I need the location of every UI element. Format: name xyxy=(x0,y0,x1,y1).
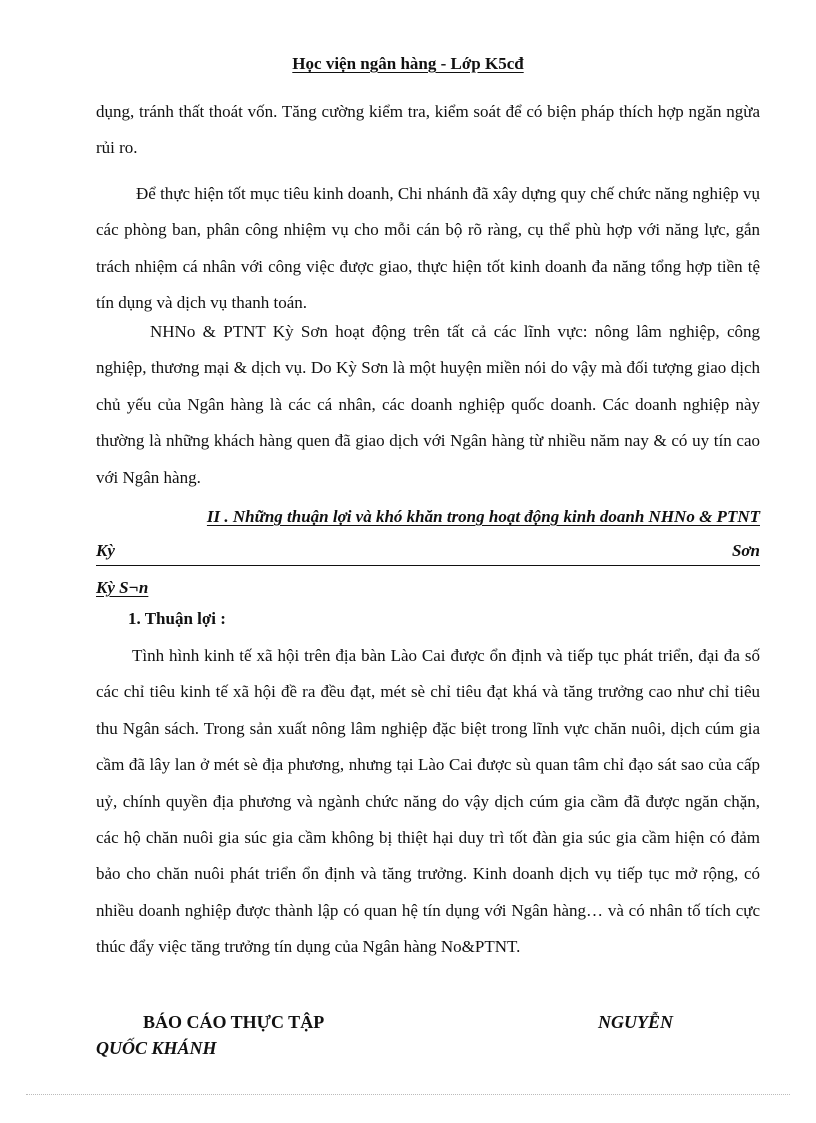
paragraph-continuation: dụng, tránh thất thoát vốn. Tăng cường kiểm tra, kiểm soát để có biện pháp thích hợp ngăn ngừa rủi ro. xyxy=(96,102,760,158)
footer-report-label: BÁO CÁO THỰC TẬP xyxy=(143,1012,325,1032)
section-heading-line2-left: Kỳ xyxy=(96,541,115,560)
section-heading-line2-right: Sơn xyxy=(731,541,760,560)
section-heading-line3: Kỳ S¬n xyxy=(96,578,149,597)
section-heading xyxy=(96,499,760,606)
paragraph-advantages: Tình hình kinh tế xã hội trên địa bàn Lào Cai được ổn định và tiếp tục phát triển, đại đa số các chỉ tiêu kinh tế xã hội đề ra đều đạt, mét sè chỉ tiêu đạt khá và tăng trưởng cao như chỉ tiêu thu Ngân sách. Trong sản xuất nông lâm nghiệp đặc biệt trong lĩnh vực chăn nuôi, dịch cúm gia cầm đã lây lan ở mét sè địa phương, nhưng tại Lào Cai được sù quan tâm chỉ đạo sát sao của cấp uỷ, chính quyền địa phương và ngành chức năng do vậy dịch cúm gia cầm đã được ngăn chặn, các hộ chăn nuôi gia súc gia cầm không bị thiệt hại duy trì tốt đàn gia súc gia cầm hiện có đảm bảo cho chăn nuôi phát triển ổn định và tăng trưởng. Kinh doanh dịch vụ tiếp tục mở rộng, có nhiều doanh nghiệp được thành lập có quan hệ tín dụng với Ngân hàng… và có nhân tố tích cực thúc đẩy việc tăng trưởng tín dụng của Ngân hàng No&PTNT. xyxy=(96,646,760,957)
paragraph-business-goals: Để thực hiện tốt mục tiêu kinh doanh, Chi nhánh đã xây dựng quy chế chức năng nghiệp vụ các phòng ban, phân công nhiệm vụ cho mỗi cán bộ rõ ràng, cụ thể phù hợp với năng lực, gắn trách nhiệm cá nhân với công việc được giao, thực hiện tốt kinh doanh đa năng tổng hợp tiền tệ tín dụng và dịch vụ thanh toán. xyxy=(96,184,760,313)
footer-author-last: QUỐC KHÁNH xyxy=(96,1038,217,1058)
section-heading-line1: II . Những thuận lợi và khó khăn trong hoạt động kinh doanh NHNo & PTNT xyxy=(206,507,760,526)
header-title: Học viện ngân hàng - Lớp K5cđ xyxy=(292,54,524,73)
footer-author-first: NGUYỄN xyxy=(598,1012,673,1032)
paragraph-operations: NHNo & PTNT Kỳ Sơn hoạt động trên tất cả các lĩnh vực: nông lâm nghiệp, công nghiệp, thương mại & dịch vụ. Do Kỳ Sơn là một huyện miền nói do vậy mà đối tượng giao dịch chủ yếu của Ngân hàng là các cá nhân, các doanh nghiệp quốc doanh. Các doanh nghiệp này thường là những khách hàng quen đã giao dịch với Ngân hàng từ nhiều năm nay & có uy tín cao với Ngân hàng. xyxy=(96,322,760,487)
page-bottom-divider xyxy=(26,1094,790,1095)
section-heading-line2 xyxy=(96,537,760,566)
page-header xyxy=(0,54,816,74)
subheading-advantages: 1. Thuận lợi : xyxy=(128,609,226,628)
